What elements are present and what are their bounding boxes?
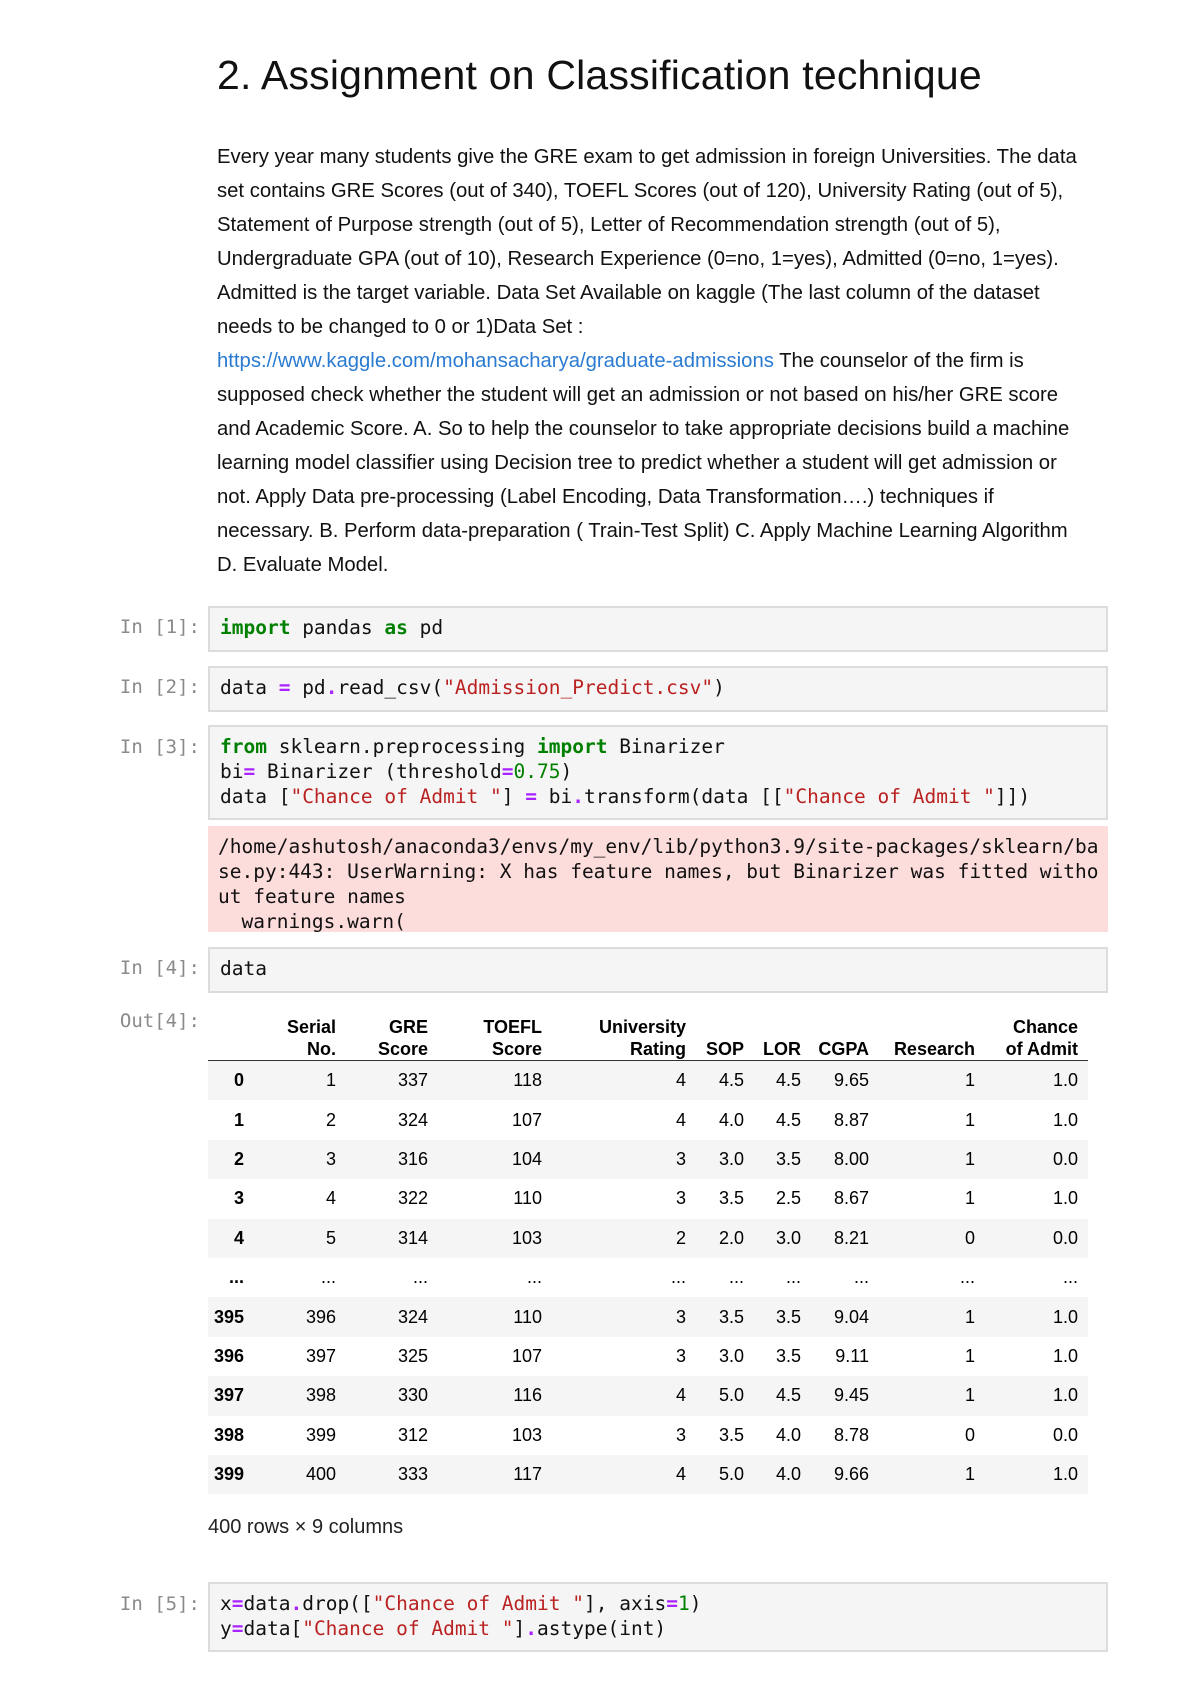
cell-4-prompt: In [4]: bbox=[119, 957, 200, 979]
number-literal: 0.75 bbox=[513, 760, 561, 783]
column-header-line-2: Rating bbox=[630, 1039, 686, 1059]
table-cell: 324 bbox=[397, 1109, 428, 1130]
column-header bbox=[208, 1002, 254, 1061]
operator: = bbox=[501, 760, 514, 783]
table-cell: 3.0 bbox=[754, 1219, 811, 1258]
code-token: pd bbox=[290, 676, 326, 699]
column-header bbox=[754, 1002, 811, 1061]
table-cell: 0.0 bbox=[985, 1140, 1088, 1179]
operator: = bbox=[525, 785, 538, 808]
table-cell: 325 bbox=[397, 1345, 428, 1366]
column-header-line-2: SOP bbox=[705, 1039, 744, 1059]
table-cell: 337 bbox=[346, 1061, 438, 1101]
table-cell: 3.0 bbox=[718, 1345, 744, 1366]
table-cell: 399 bbox=[305, 1424, 336, 1445]
table-cell: 117 bbox=[438, 1455, 552, 1494]
code-token: ) bbox=[560, 760, 573, 783]
column-header bbox=[811, 1002, 879, 1061]
cell-1-prompt: In [1]: bbox=[119, 616, 200, 638]
table-row bbox=[208, 1140, 1088, 1179]
operator: . bbox=[525, 1617, 538, 1640]
table-cell: 9.45 bbox=[811, 1376, 879, 1415]
table-cell: 3.5 bbox=[754, 1140, 811, 1179]
table-cell: 4.0 bbox=[775, 1424, 801, 1445]
table-cell: 330 bbox=[346, 1376, 438, 1415]
table-cell: 1 bbox=[879, 1376, 985, 1415]
row-index: 397 bbox=[208, 1376, 254, 1415]
column-header-line-2: No. bbox=[307, 1039, 336, 1059]
table-cell: 1 bbox=[879, 1061, 985, 1101]
table-cell: 9.04 bbox=[811, 1297, 879, 1336]
code-token: read_csv( bbox=[337, 676, 444, 699]
table-cell: 9.65 bbox=[811, 1061, 879, 1101]
number-literal: 1 bbox=[677, 1592, 690, 1615]
table-row bbox=[208, 1179, 1088, 1218]
table-cell: 3.5 bbox=[754, 1297, 811, 1336]
row-index: 395 bbox=[208, 1297, 254, 1336]
table-cell: 1.0 bbox=[1052, 1345, 1078, 1366]
dataframe-table bbox=[208, 1002, 1088, 1494]
row-index: 396 bbox=[213, 1345, 244, 1366]
table-cell: 1 bbox=[879, 1297, 985, 1336]
intro-text-continued: The counselor of the firm is supposed check whether the student will get an admission or not based on his/her GRE score and Academic Score. A. So to help the counselor to take appropriate decisions build a machine learning model classifier using Decision tree to predict whether a student will get admission or not. Apply Data pre-processing (Label Encoding, Data Transformation….) techniques if necessary. B. Perform data-preparation ( Train-Test Split) C. Apply Machine Learning Algorithm D. Evaluate Model. bbox=[217, 350, 1070, 576]
column-header-line-1: University bbox=[598, 1017, 686, 1037]
table-cell: 103 bbox=[511, 1424, 542, 1445]
column-header-line-2: Score bbox=[377, 1039, 428, 1059]
table-cell: 4 bbox=[325, 1188, 336, 1209]
table-cell: 0.0 bbox=[985, 1219, 1088, 1258]
table-cell: 396 bbox=[254, 1297, 346, 1336]
table-cell: 107 bbox=[511, 1109, 542, 1130]
table-cell: 4.0 bbox=[718, 1109, 744, 1130]
row-index: ... bbox=[228, 1267, 244, 1288]
column-header-line-1: TOEFL bbox=[483, 1017, 542, 1037]
column-header-line-1: Chance bbox=[1012, 1017, 1078, 1037]
table-cell: 4.5 bbox=[754, 1376, 811, 1415]
code-token: bi bbox=[220, 760, 244, 783]
string-literal: "Chance of Admit " bbox=[372, 1592, 584, 1615]
row-index: 2 bbox=[208, 1140, 254, 1179]
code-token: Binarizer (threshold bbox=[255, 760, 502, 783]
column-header bbox=[696, 1002, 754, 1061]
operator: = bbox=[231, 1592, 244, 1615]
column-header-line-2: CGPA bbox=[818, 1039, 869, 1059]
table-cell: 2 bbox=[552, 1219, 696, 1258]
table-cell: 400 bbox=[254, 1455, 346, 1494]
code-token: data bbox=[243, 1592, 291, 1615]
table-row bbox=[208, 1337, 1088, 1376]
table-cell: 2 bbox=[325, 1109, 336, 1130]
table-cell: 3.5 bbox=[718, 1188, 744, 1209]
table-cell: ... bbox=[320, 1267, 336, 1288]
table-cell: 110 bbox=[438, 1297, 552, 1336]
table-body bbox=[208, 1061, 1088, 1495]
operator: = bbox=[243, 760, 256, 783]
table-row bbox=[208, 1061, 1088, 1101]
code-token: ]]) bbox=[994, 785, 1031, 808]
table-cell: 0 bbox=[964, 1424, 975, 1445]
table-cell: 116 bbox=[438, 1376, 552, 1415]
code-token: pd bbox=[407, 616, 444, 639]
table-cell: 0.0 bbox=[1052, 1424, 1078, 1445]
cell-5-prompt: In [5]: bbox=[119, 1593, 200, 1615]
table-cell: 4 bbox=[552, 1061, 696, 1101]
table-cell: 1 bbox=[879, 1455, 985, 1494]
table-cell: 4.5 bbox=[754, 1061, 811, 1101]
table-cell: 107 bbox=[511, 1345, 542, 1366]
table-cell: 333 bbox=[346, 1455, 438, 1494]
column-header bbox=[985, 1002, 1088, 1061]
code-token: bi bbox=[537, 785, 573, 808]
operator: = bbox=[666, 1592, 678, 1615]
row-index: 398 bbox=[213, 1424, 244, 1445]
table-cell: 1 bbox=[879, 1140, 985, 1179]
table-cell: 314 bbox=[346, 1219, 438, 1258]
table-row bbox=[208, 1376, 1088, 1415]
code-cell-1[interactable] bbox=[208, 606, 1108, 652]
operator: . bbox=[572, 785, 584, 808]
table-cell: 3 bbox=[254, 1140, 346, 1179]
table-header-row bbox=[208, 1002, 1088, 1061]
table-cell: 103 bbox=[438, 1219, 552, 1258]
table-cell: 1.0 bbox=[1052, 1188, 1078, 1209]
table-cell: 1 bbox=[964, 1345, 975, 1366]
table-row bbox=[208, 1100, 1088, 1139]
code-token: y bbox=[220, 1617, 232, 1640]
table-cell: 3.5 bbox=[696, 1297, 754, 1336]
column-header bbox=[552, 1002, 696, 1061]
dataset-link[interactable]: https://www.kaggle.com/mohansacharya/graduate-admissions bbox=[217, 350, 774, 372]
table-cell: 0 bbox=[879, 1219, 985, 1258]
table-cell: 9.66 bbox=[811, 1455, 879, 1494]
code-token: astype(int) bbox=[537, 1617, 667, 1640]
code-cell-5[interactable] bbox=[208, 1582, 1108, 1652]
column-header-line-2: of Admit bbox=[1005, 1039, 1078, 1059]
column-header-line-2: Research bbox=[893, 1039, 975, 1059]
out-4-prompt: Out[4]: bbox=[119, 1010, 200, 1032]
row-index: 1 bbox=[233, 1109, 244, 1130]
table-cell: 316 bbox=[346, 1140, 438, 1179]
table-cell: 3 bbox=[675, 1345, 686, 1366]
table-cell: 1.0 bbox=[1052, 1109, 1078, 1130]
code-token: data [ bbox=[220, 785, 291, 808]
string-literal: "Admission_Predict.csv" bbox=[443, 676, 714, 699]
table-cell: ... bbox=[412, 1267, 428, 1288]
table-cell: 8.87 bbox=[833, 1109, 869, 1130]
table-cell: 322 bbox=[397, 1188, 428, 1209]
operator: = bbox=[231, 1617, 244, 1640]
table-cell: 5 bbox=[254, 1219, 346, 1258]
table-cell: 110 bbox=[513, 1188, 542, 1209]
cell-2-prompt: In [2]: bbox=[119, 676, 200, 698]
column-header bbox=[879, 1002, 985, 1061]
code-cell-2[interactable] bbox=[208, 666, 1108, 712]
operator: = bbox=[278, 676, 291, 699]
code-token: transform(data [[ bbox=[584, 785, 784, 808]
code-token: ] bbox=[513, 1617, 526, 1640]
row-index: 0 bbox=[208, 1061, 254, 1101]
table-cell: 4 bbox=[552, 1376, 696, 1415]
table-cell: 8.21 bbox=[811, 1219, 879, 1258]
table-cell: 3 bbox=[675, 1188, 686, 1209]
table-cell: 8.00 bbox=[811, 1140, 879, 1179]
table-cell: ... bbox=[728, 1267, 744, 1288]
code-token: x bbox=[220, 1592, 232, 1615]
table-cell: 8.78 bbox=[833, 1424, 869, 1445]
table-cell: 3 bbox=[552, 1140, 696, 1179]
page-title: 2. Assignment on Classification technique bbox=[217, 52, 982, 98]
code-token: pandas bbox=[290, 616, 385, 639]
table-cell: 324 bbox=[346, 1297, 438, 1336]
table-cell: 312 bbox=[397, 1424, 428, 1445]
code-token: data[ bbox=[243, 1617, 303, 1640]
keyword: from bbox=[220, 735, 267, 758]
column-header-line-2: LOR bbox=[763, 1039, 801, 1059]
string-literal: "Chance of Admit " bbox=[290, 785, 502, 808]
table-row bbox=[208, 1455, 1088, 1494]
table-cell: 1.0 bbox=[985, 1376, 1088, 1415]
code-token: Binarizer bbox=[607, 735, 725, 758]
table-cell: 4.5 bbox=[696, 1061, 754, 1101]
table-cell: 9.11 bbox=[835, 1345, 869, 1366]
table-shape-note: 400 rows × 9 columns bbox=[208, 1516, 404, 1538]
table-cell: 397 bbox=[305, 1345, 336, 1366]
intro-paragraph bbox=[217, 140, 1089, 582]
column-header-line-1: GRE bbox=[388, 1017, 428, 1037]
code-cell-4[interactable]: data bbox=[208, 947, 1108, 993]
string-literal: "Chance of Admit " bbox=[302, 1617, 514, 1640]
table-cell: 3 bbox=[552, 1297, 696, 1336]
table-row bbox=[208, 1219, 1088, 1258]
table-row bbox=[208, 1258, 1088, 1297]
table-cell: ... bbox=[670, 1267, 686, 1288]
column-header-line-1: Serial bbox=[286, 1017, 336, 1037]
operator: . bbox=[325, 676, 338, 699]
code-token: drop([ bbox=[302, 1592, 373, 1615]
column-header bbox=[438, 1002, 552, 1061]
table-cell: 3 bbox=[675, 1424, 686, 1445]
code-token: ], axis bbox=[584, 1592, 667, 1615]
operator: . bbox=[290, 1592, 303, 1615]
code-token: data bbox=[220, 676, 279, 699]
column-header bbox=[346, 1002, 438, 1061]
warning-output: /home/ashutosh/anaconda3/envs/my_env/lib/python3.9/site-packages/sklearn/ba se.py:443: UserWarning: X has feature names, but Binarizer was fitted witho ut feature names warnings.warn( bbox=[208, 826, 1108, 932]
code-token: ) bbox=[713, 676, 725, 699]
intro-text: Every year many students give the GRE exam to get admission in foreign Universities. The data set contains GRE Scores (out of 340), TOEFL Scores (out of 120), University Rating (out of 5), Statement of Purpose strength (out of 5), Letter of Recommendation strength (out of 5), Undergraduate GPA (out of 10), Research Experience (0=no, 1=yes), Admitted (0=no, 1=yes). Admitted is the target variable. Data Set Available on kaggle (The last column of the dataset needs to be changed to 0 or 1)Data Set : bbox=[217, 146, 1077, 338]
table-cell: 3.5 bbox=[775, 1345, 801, 1366]
code-token: ) bbox=[689, 1592, 702, 1615]
table-cell: 1.0 bbox=[985, 1455, 1088, 1494]
table-cell: ... bbox=[785, 1267, 801, 1288]
code-token: ] bbox=[501, 785, 526, 808]
table-cell: 3.5 bbox=[718, 1424, 744, 1445]
table-cell: 4 bbox=[552, 1455, 696, 1494]
table-cell: 1.0 bbox=[985, 1297, 1088, 1336]
table-row bbox=[208, 1416, 1088, 1455]
column-header-line-2: Score bbox=[491, 1039, 542, 1059]
table-cell: ... bbox=[1062, 1267, 1078, 1288]
table-cell: ... bbox=[526, 1267, 542, 1288]
table-cell: 1 bbox=[254, 1061, 346, 1101]
table-cell: 4.0 bbox=[754, 1455, 811, 1494]
table-cell: 1.0 bbox=[985, 1061, 1088, 1101]
string-literal: "Chance of Admit " bbox=[783, 785, 995, 808]
table-row bbox=[208, 1297, 1088, 1336]
column-header bbox=[254, 1002, 346, 1061]
table-cell: 1 bbox=[964, 1109, 975, 1130]
table-cell: 2.0 bbox=[696, 1219, 754, 1258]
table-cell: 8.67 bbox=[833, 1188, 869, 1209]
table-cell: 1 bbox=[964, 1188, 975, 1209]
table-cell: 118 bbox=[438, 1061, 552, 1101]
keyword: as bbox=[384, 616, 408, 639]
row-index: 4 bbox=[208, 1219, 254, 1258]
table-cell: 398 bbox=[254, 1376, 346, 1415]
keyword: import bbox=[220, 616, 291, 639]
table-cell: 4 bbox=[675, 1109, 686, 1130]
table-cell: 5.0 bbox=[696, 1455, 754, 1494]
table-cell: 5.0 bbox=[696, 1376, 754, 1415]
table-cell: 104 bbox=[438, 1140, 552, 1179]
cell-3-prompt: In [3]: bbox=[119, 736, 200, 758]
table-cell: ... bbox=[853, 1267, 869, 1288]
table-cell: 2.5 bbox=[775, 1188, 801, 1209]
keyword: import bbox=[537, 735, 608, 758]
table-cell: 4.5 bbox=[775, 1109, 801, 1130]
table-cell: ... bbox=[959, 1267, 975, 1288]
row-index: 399 bbox=[208, 1455, 254, 1494]
row-index: 3 bbox=[233, 1188, 244, 1209]
code-cell-3[interactable] bbox=[208, 725, 1108, 820]
table-cell: 3.0 bbox=[696, 1140, 754, 1179]
code-token: sklearn.preprocessing bbox=[266, 735, 537, 758]
